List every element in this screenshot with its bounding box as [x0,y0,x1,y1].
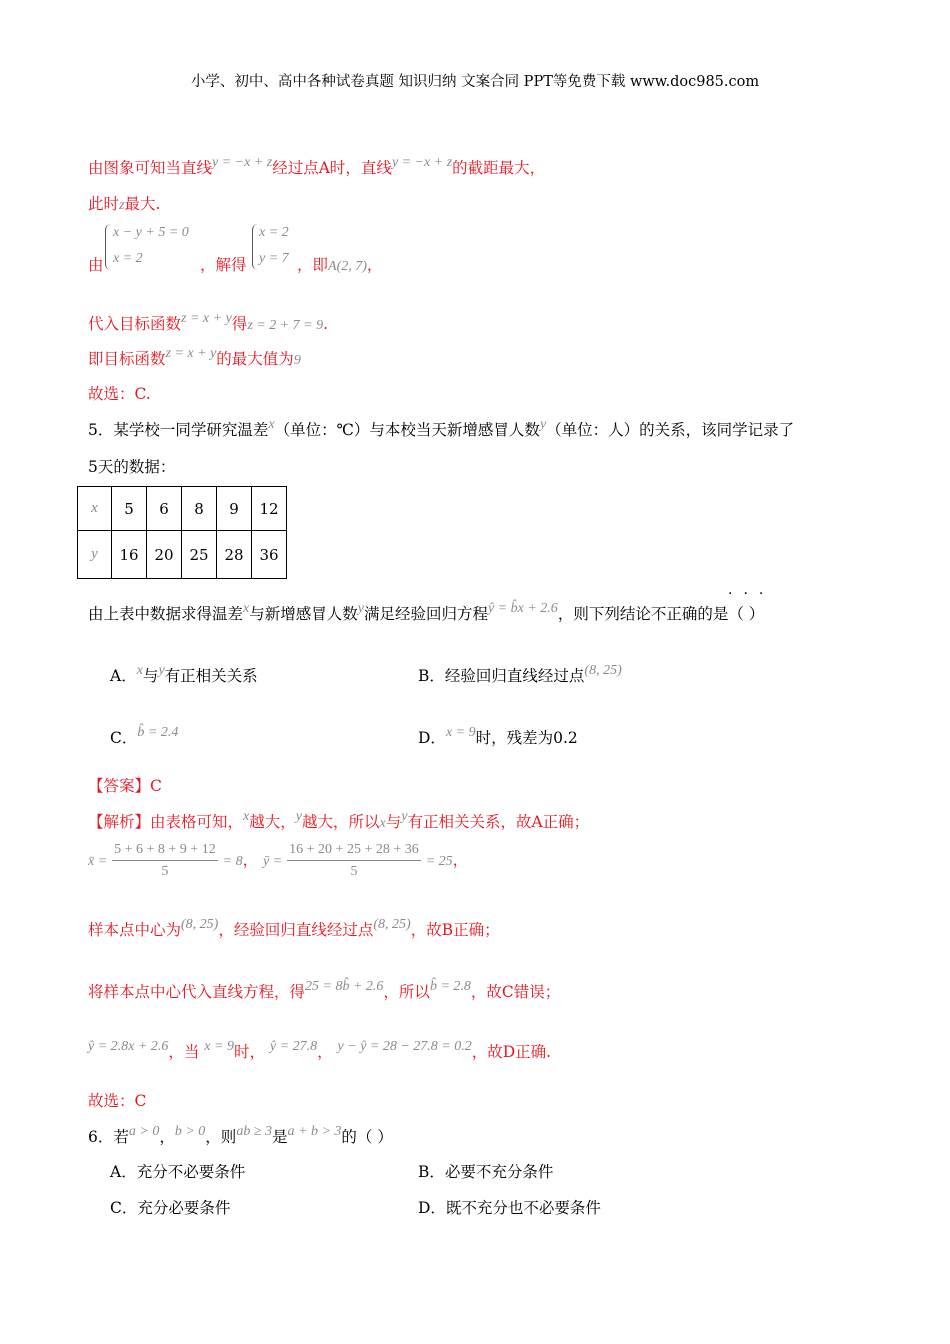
text: 满足经验回归方程 [363,605,488,623]
final-choice: 故选：C [88,1092,147,1110]
math: 9 [293,353,301,368]
math: y = −x + z [391,155,453,170]
text: ，故D正确. [471,1043,552,1061]
text: 的（ ） [341,1128,393,1146]
text: A． [110,667,137,685]
q6-option-a[interactable]: A．充分不必要条件 [110,1163,246,1181]
q5-option-b[interactable] [418,664,622,686]
fraction-ybar [287,842,421,880]
text: （单位：℃）与本校当天新增感冒人数 [274,421,540,439]
text: 有正相关关系 [164,667,258,685]
table-cell: 28 [217,531,252,579]
analysis-line-1 [88,810,589,832]
text: 与 [142,667,159,685]
text: ， [366,256,383,274]
analysis-line-center [88,918,500,940]
text: ，经验回归直线经过点 [218,921,374,939]
fraction-xbar [112,842,218,880]
math: y [295,809,302,824]
table-cell: 9 [217,487,252,531]
text: 是 [272,1128,288,1146]
emphasis-text: 不正确 [650,605,698,623]
math: x [136,663,143,678]
math: a + b > 3 [287,1124,342,1139]
text: 时，残差为0.2 [475,729,578,747]
math: (8, 25) [584,663,622,678]
table-cell: 36 [252,531,287,579]
math: A(2, 7) [328,259,367,274]
text: B．经验回归直线经过点 [418,667,585,685]
math: x = 9 [204,1039,234,1054]
text: ， [452,851,469,869]
prev-l3-tail [297,253,382,275]
math: x [379,816,386,831]
q5-option-a[interactable] [110,664,258,686]
prev-l3-b: ，解得 [200,256,247,274]
prev-l3-a: 由 [88,256,104,274]
table-cell: 5 [112,487,147,531]
math: a > 0 [128,1124,160,1139]
prev-line-6: 故选：C. [88,385,151,403]
text: 由上表中数据求得温差 [88,605,244,623]
denominator: 5 [350,864,358,879]
math: b̂ = 2.4 [137,725,179,740]
text: 【解析】 [88,813,151,831]
sys2-row2: y = 7 [259,251,289,266]
answer-value: C [150,777,162,795]
math: 25 = 8b̂ + 2.6 [305,979,384,994]
math: x [243,601,250,616]
math: ŷ = 2.8x + 2.6 [88,1039,169,1054]
text: 与 [385,813,402,831]
prev-line-2 [88,192,160,214]
table-row [78,487,287,531]
analysis-line-slope [88,980,560,1002]
table-cell: y [78,531,112,579]
text: ，当 [168,1043,200,1061]
math: b > 0 [174,1124,206,1139]
math: ab ≥ 3 [236,1124,272,1139]
text: 有正相关关系，故A正确； [407,813,590,831]
table-cell: 12 [252,487,287,531]
text: 经过点A时，直线 [272,159,392,177]
table-cell: x [78,487,112,531]
text: ，故B正确； [410,921,500,939]
data-table [77,486,287,579]
math: z = x + y [181,311,232,326]
text: 越大，所以 [301,813,380,831]
analysis-line-residual [88,1040,551,1062]
text: ，故C错误； [470,983,561,1001]
math: y − ŷ = 28 − 27.8 = 0.2 [337,1039,472,1054]
math: x = 9 [445,725,476,740]
text: 的截距最大， [452,159,546,177]
math: ȳ = [263,854,283,869]
prev-line-4 [88,312,328,334]
brace-2 [252,224,259,270]
text: 由表格可知， [150,813,244,831]
text: 最大. [124,195,161,213]
text: D． [418,729,446,747]
text: ， [242,851,259,869]
math: ŷ = 27.8 [269,1039,318,1054]
math: y [401,809,408,824]
sys2-row1: x = 2 [259,225,289,240]
text: （单位：人）的关系，该同学记录了 [546,421,795,439]
q5-stem-line-2: 5天的数据： [88,458,176,476]
q6-option-b[interactable]: B．必要不充分条件 [418,1163,554,1181]
text: ，则下列结论 [557,605,651,623]
denominator: 5 [161,864,169,879]
text: 6．若 [88,1128,129,1146]
text: 【答案】 [88,777,151,795]
prev-line-1 [88,156,545,178]
table-cell: 6 [147,487,182,531]
text: ，则 [205,1128,237,1146]
math: (8, 25) [373,917,411,932]
math: x [268,417,275,432]
math: x̄ = [88,854,108,869]
math: z = x + y [165,346,217,361]
q6-option-c[interactable]: C．充分必要条件 [110,1199,231,1217]
page-header: 小学、初中、高中各种试卷真题 知识归纳 文案合同 PPT等免费下载 www.doc985.com [190,74,760,90]
table-cell: 8 [182,487,217,531]
math: x [243,809,250,824]
mean-line [88,842,468,880]
text: ，即 [297,256,329,274]
emphasis-dots: ··· [728,586,775,602]
text: . [323,315,329,333]
q5-option-c[interactable] [110,726,178,748]
q5-option-d[interactable] [418,726,578,748]
text: ，所以 [383,983,430,1001]
text: C． [110,729,138,747]
math: y [539,417,547,432]
text: 将样本点中心代入直线方程，得 [88,983,306,1001]
text: 的是（ ） [697,605,765,623]
text: 即目标函数 [88,350,166,368]
table-cell: 20 [147,531,182,579]
table-cell: 16 [112,531,147,579]
text: 由图象可知当直线 [88,159,213,177]
answer-line [88,774,162,796]
text: 得 [231,315,248,333]
math: y = −x + z [212,155,273,170]
sys1-row2: x = 2 [113,251,143,266]
text: 越大， [249,813,296,831]
text: 与新增感冒人数 [249,605,358,623]
text: ， [159,1128,175,1146]
sys1-row1: x − y + 5 = 0 [113,225,189,240]
numerator: 5 + 6 + 8 + 9 + 12 [112,842,218,861]
text: 的最大值为 [216,350,294,368]
math: z = 2 + 7 = 9 [247,318,324,333]
math: = 8 [222,854,243,869]
math: (8, 25) [181,917,219,932]
prev-line-5 [88,347,301,369]
table-row [78,531,287,579]
text: 时， [233,1043,265,1061]
math: b̂ = 2.8 [429,979,471,994]
text: 代入目标函数 [88,315,182,333]
numerator: 16 + 20 + 25 + 28 + 36 [287,842,421,861]
math: y [357,601,364,616]
brace-1 [105,224,112,270]
math: ŷ = b̂x + 2.6 [487,601,558,616]
math: = 25 [425,854,453,869]
q6-stem [88,1125,393,1147]
q5-stem-line-3 [88,602,764,624]
math: z [119,198,125,213]
table-cell: 25 [182,531,217,579]
text: 此时 [88,195,120,213]
q5-stem-line-1 [88,418,794,440]
text: 5．某学校一同学研究温差 [88,421,269,439]
text: 样本点中心为 [88,921,182,939]
text: ， [317,1043,333,1061]
q6-option-d[interactable]: D．既不充分也不必要条件 [418,1199,601,1217]
math: y [158,663,165,678]
